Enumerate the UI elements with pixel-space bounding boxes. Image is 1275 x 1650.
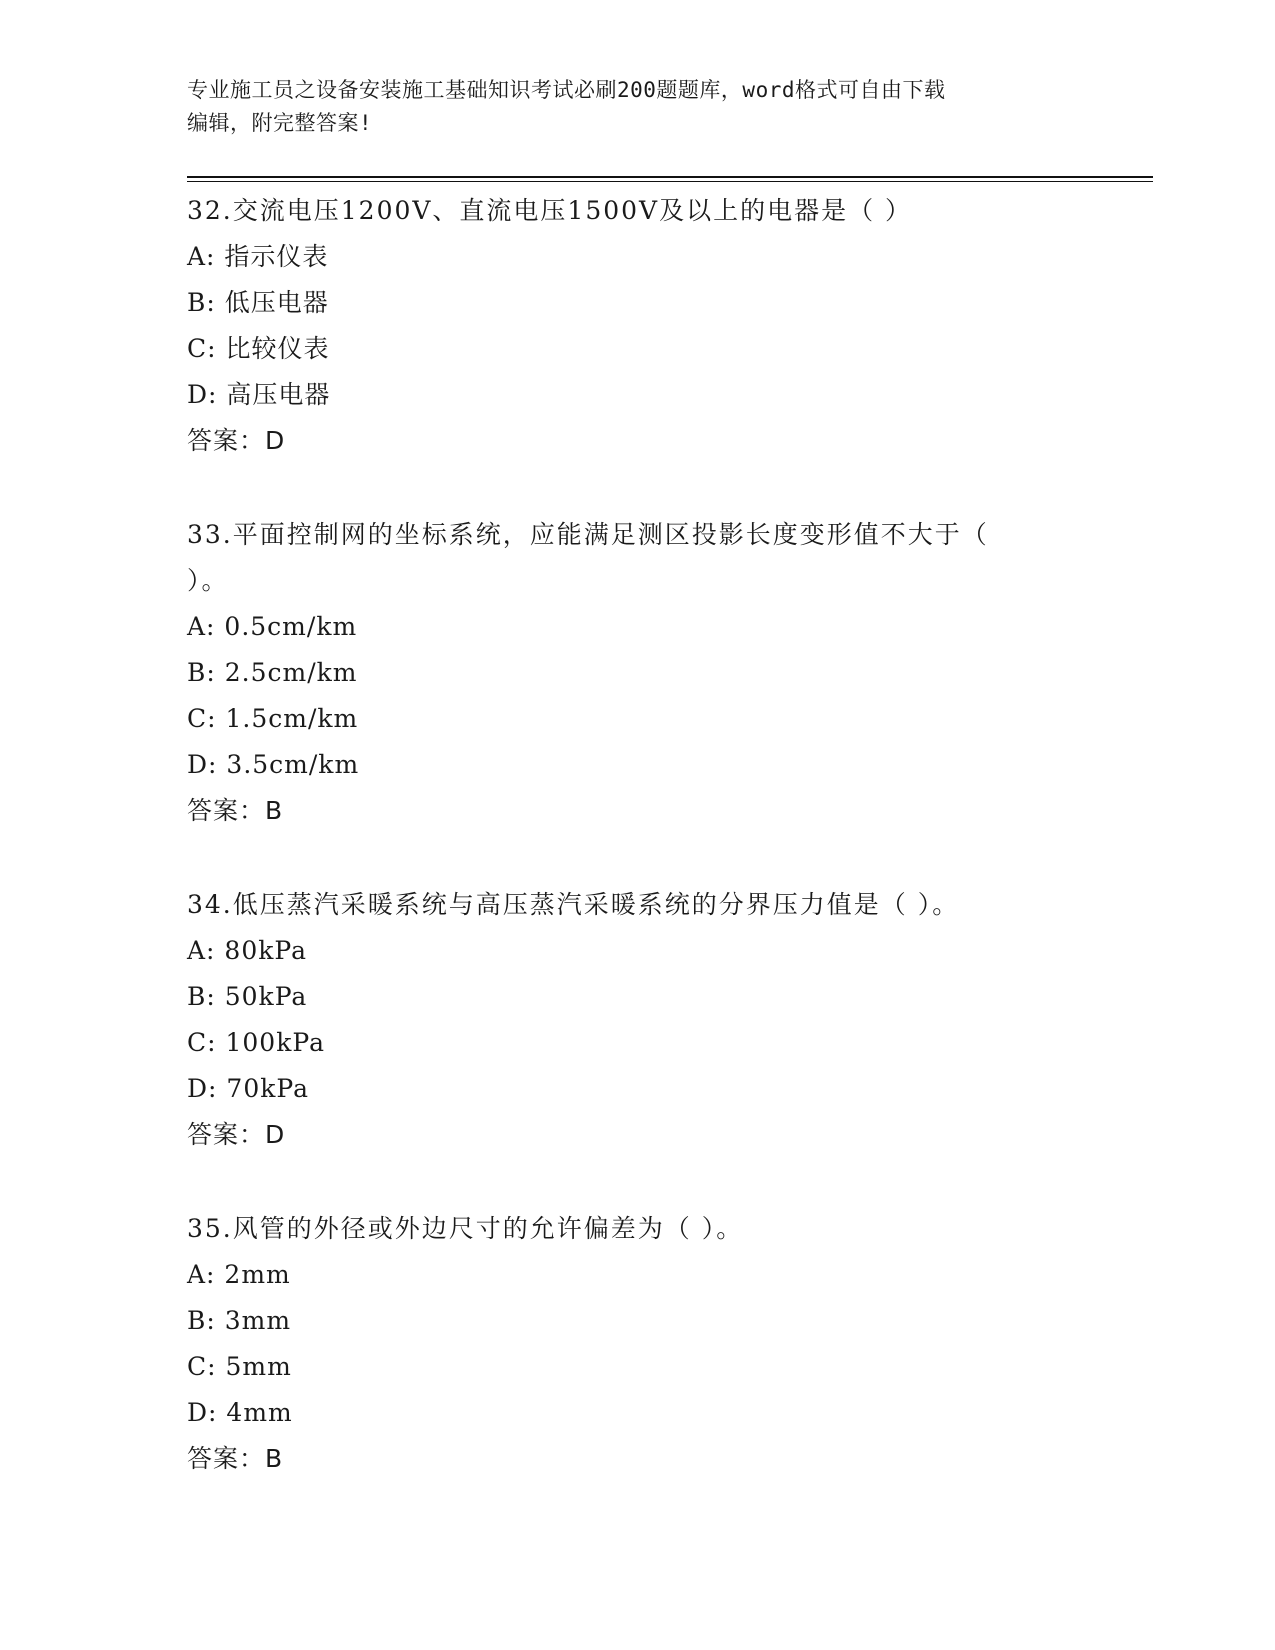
answer-key: 答案：B (187, 1444, 284, 1473)
answer-key: 答案：B (187, 796, 284, 825)
option-b: B: 3mm (187, 1306, 292, 1335)
option-a: A: 指示仪表 (187, 242, 329, 271)
option-a: A: 80kPa (187, 936, 307, 965)
question-35 (187, 1206, 1067, 1482)
answer-key: 答案：D (187, 426, 286, 455)
option-a: A: 0.5cm/km (187, 612, 358, 641)
option-c: C: 5mm (187, 1352, 292, 1381)
option-c: C: 比较仪表 (187, 334, 330, 363)
option-a: A: 2mm (187, 1260, 291, 1289)
question-34 (187, 882, 1067, 1158)
question-33 (187, 512, 1067, 834)
question-list (187, 188, 1067, 1530)
option-b: B: 低压电器 (187, 288, 329, 317)
header-divider-thin (187, 181, 1153, 182)
question-stem: 35.风管的外径或外边尺寸的允许偏差为（ ）。 (187, 1214, 744, 1243)
answer-key: 答案：D (187, 1120, 286, 1149)
option-d: D: 高压电器 (187, 380, 331, 409)
header-line-2: 编辑，附完整答案! (187, 111, 373, 135)
question-stem: 32.交流电压1200V、直流电压1500V及以上的电器是（ ） (187, 196, 913, 225)
question-stem: 34.低压蒸汽采暖系统与高压蒸汽采暖系统的分界压力值是（ ）。 (187, 890, 960, 919)
option-d: D: 4mm (187, 1398, 293, 1427)
option-c: C: 100kPa (187, 1028, 325, 1057)
option-b: B: 50kPa (187, 982, 308, 1011)
option-d: D: 70kPa (187, 1074, 309, 1103)
question-stem: 33.平面控制网的坐标系统，应能满足测区投影长度变形值不大于（ ）。 (187, 520, 989, 595)
header-line-1: 专业施工员之设备安装施工基础知识考试必刷200题题库，word格式可自由下载 (187, 78, 946, 102)
option-b: B: 2.5cm/km (187, 658, 358, 687)
document-header (187, 74, 1067, 140)
question-32 (187, 188, 1067, 464)
option-c: C: 1.5cm/km (187, 704, 359, 733)
option-d: D: 3.5cm/km (187, 750, 360, 779)
header-divider-thick (187, 176, 1153, 178)
